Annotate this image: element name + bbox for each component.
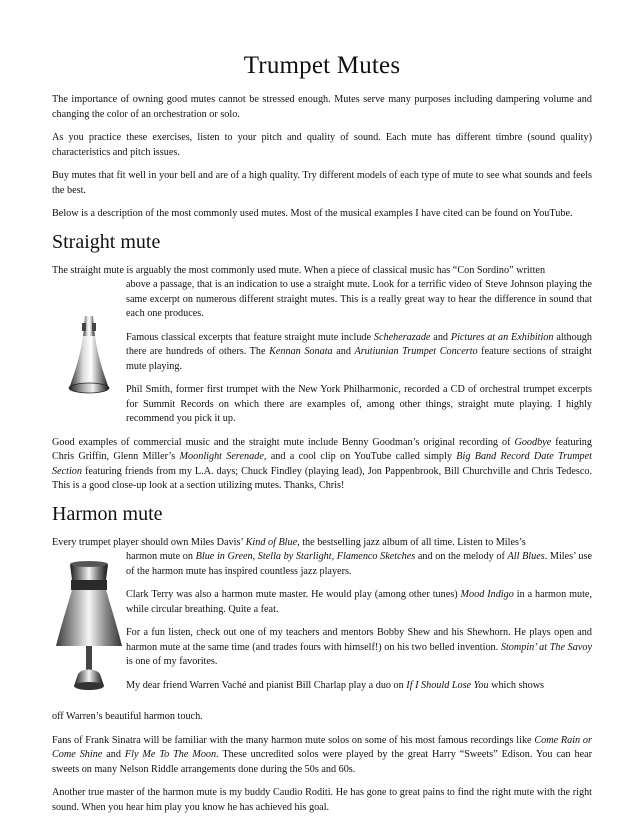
intro-paragraph-4: Below is a description of the most commonly used mutes. Most of the musical examples I have cited can be found on YouTube. — [52, 208, 573, 219]
intro-paragraph-1: The importance of owning good mutes cannot be stressed enough. Mutes serve many purposes including dampering volume and changing the color of an orchestration or solo. — [52, 94, 592, 120]
straight-paragraph-1-lead: The straight mute is arguably the most commonly used mute. When a piece of classical music has “Con Sordino” written — [52, 264, 546, 276]
straight-paragraph-4: Good examples of commercial music and the straight mute include Benny Goodman’s original recording of Goodbye featuring Chris Griffin, Glenn Miller’s Moonlight Serenade, and a cool clip on YouTube called simply Big Band Record Date Trumpet Section featuring friends from my L.A. days; Chuck Findley (playing lead), Jon Pappenbrook, Bill Churchville and Chris Tedesco. This is a good close-up look at a section utilizing mutes. Thanks, Chris! — [52, 436, 592, 491]
harmon-paragraph-6: Another true master of the harmon mute is my buddy Caudio Roditi. He has gone to great pains to find the right mute with the right sound. When you hear him play you know he has achieved his goal. — [52, 787, 592, 813]
harmon-paragraph-1-rest: harmon mute on Blue in Green, Stella by Starlight, Flamenco Sketches and on the melody of All Blues. Miles’ use of the harmon mute has inspired countless jazz players. — [126, 551, 592, 577]
harmon-paragraph-4-rest: off Warren’s beautiful harmon touch. — [52, 711, 203, 722]
harmon-paragraph-4-lead: My dear friend Warren Vaché and pianist Bill Charlap play a duo on If I Should Lose You which shows — [126, 679, 545, 691]
straight-paragraph-3: Phil Smith, former first trumpet with the New York Philharmonic, recorded a CD of orchestral trumpet excerpts for Summit Records on which there are examples of, among other things, straight mute playing. I highly recommend you pick it up. — [126, 384, 592, 424]
harmon-paragraph-3: For a fun listen, check out one of my teachers and mentors Bobby Shew and his Shewhorn. He plays open and harmon mute at the same time (and trades fours with himself!) on his two belled invention. Stompin’ at The Savoy is one of my favorites. — [126, 627, 592, 667]
harmon-paragraph-1-lead: Every trumpet player should own Miles Davis’ Kind of Blue, the bestselling jazz album of all time. Listen to Miles’s — [52, 536, 526, 548]
straight-paragraph-2: Famous classical excerpts that feature straight mute include Scheherazade and Pictures at an Exhibition although there are hundreds of others. The Kennan Sonata and Arutiunian Trumpet Concerto feature sections of straight mute playing. — [126, 331, 592, 372]
harmon-paragraph-2: Clark Terry was also a harmon mute master. He would play (among other tunes) Mood Indigo in a harmon mute, while circular breathing. Quite a feat. — [126, 589, 593, 615]
document-page — [52, 52, 592, 824]
straight-paragraph-1-rest: above a passage, that is an indication to use a straight mute. Look for a terrific video of Steve Johnson playing the same excerpt on numerous different straight mutes. This is a really great way to hear the difference in sound that each one produces. — [126, 279, 592, 319]
section-heading-straight-mute: Straight mute — [52, 230, 161, 253]
intro-paragraph-2: As you practice these exercises, listen to your pitch and quality of sound. Each mute has different timbre (sound quality) characteristics and pitch issues. — [52, 132, 592, 158]
straight-mute-figure — [52, 278, 126, 428]
harmon-paragraph-5: Fans of Frank Sinatra will be familiar with the many harmon mute solos on some of his most famous recordings like Come Rain or Come Shine and Fly Me To The Moon. These uncredited solos were played by the great Harry “Sweets” Edison. You can hear sweets on many Nelson Riddle arrangements done during the 50s and 60s. — [52, 734, 593, 775]
section-heading-harmon-mute: Harmon mute — [52, 502, 163, 525]
harmon-mute-figure — [52, 550, 126, 710]
intro-paragraph-3: Buy mutes that fit well in your bell and are of a high quality. Try different models of each type of mute to see what sounds and feels the best. — [52, 170, 592, 196]
straight-mute-image — [52, 278, 126, 428]
harmon-mute-image — [52, 550, 126, 710]
page-title: Trumpet Mutes — [243, 52, 401, 79]
